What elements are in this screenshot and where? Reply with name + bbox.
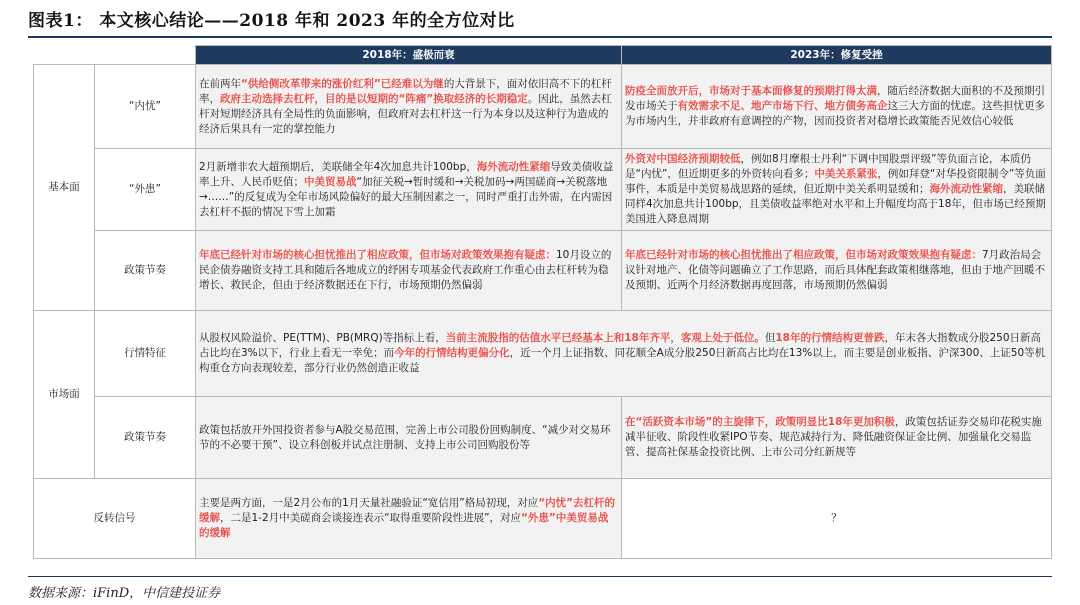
- cell-policy-2023: [622, 231, 1052, 311]
- section-reversal: 反转信号: [34, 479, 196, 559]
- body-text: “加征关税→暂时缓和→关税加码→两国磋商→关税落地→……”的反复成为全年市场风险偏好的最大压制因素之一，同时严重打击外需，在内需因去杠杆不振的情况下雪上加霜: [199, 175, 613, 218]
- body-text: 的大背景下，面对依旧高不下的杠杆率，: [199, 77, 612, 105]
- row-label-market-policy: 政策节奏: [95, 397, 196, 479]
- body-text: ，年末各大指数成分股250日新高占比均在3%以下，行业上看无一幸免；而: [199, 332, 1042, 359]
- highlight-text: 防疫全面放开后，市场对于基本面修复的预期打得太满: [625, 85, 877, 97]
- row-label-external: “外患”: [95, 149, 196, 231]
- row-label-policy: 政策节奏: [95, 231, 196, 311]
- figure-title: 图表1： 本文核心结论——2018 年和 2023 年的全方位对比: [28, 11, 515, 31]
- header-2018: 2018年：盛极而衰: [196, 46, 622, 65]
- body-text: 主要是两方面，一是2月公布的1月天量社融验证“宽信用”格局初现，对应: [199, 497, 539, 509]
- cell-market-policy-2018: [196, 397, 622, 479]
- body-text: 导致美债收益率上升、人民币贬值；: [199, 160, 614, 188]
- section-fundamentals: 基本面: [34, 65, 95, 311]
- cell-policy-2018: [196, 231, 622, 311]
- highlight-text: 中美贸易战: [304, 175, 357, 188]
- body-text: 在前两年: [199, 77, 241, 90]
- data-source: 数据来源：iFinD，中信建投证券: [28, 586, 221, 601]
- body-text: 从股权风险溢价、PE(TTM)、PB(MRQ)等指标上看，: [199, 332, 446, 344]
- header-blank: [34, 46, 196, 65]
- row-label-internal: “内忧”: [95, 65, 196, 149]
- highlight-text: 年底已经针对市场的核心担忧推出了相应政策，但市场对政策效果抱有疑虑：: [199, 249, 556, 261]
- body-text: 10月设立的民企债券融资支持工具和随后各地成立的纾困专项基金代表政府工作重心由去杠杆转为稳增长、救民企，但由于经济数据还在下行，市场预期仍然偏弱: [199, 249, 612, 291]
- title-divider: [28, 36, 1052, 38]
- row-label-market-feature: 行情特征: [95, 311, 196, 397]
- comparison-table: [33, 45, 1052, 559]
- cell-external-2018: [196, 149, 622, 231]
- cell-internal-2023: [622, 65, 1052, 149]
- body-text: 2月新增非农大超预期后，美联储全年4次加息共计100bp，: [199, 160, 477, 173]
- highlight-text: “供给侧改革带来的涨价红利”已经难以为继: [241, 77, 444, 90]
- cell-market-policy-2023: [622, 397, 1052, 479]
- highlight-text: 海外流动性紧缩: [929, 183, 1003, 195]
- body-text: ，例如8月摩根士丹利“下调中国股票评级”等负面言论，本质仍是“内忧”，但近期更多的外资转向看多；: [625, 153, 1032, 180]
- body-text: 政策包括放开外国投资者参与A股交易范围、完善上市公司股份回购制度、“减少对交易环节的不必要干预”、设立科创板并试点注册制、支持上市公司回购股份等: [199, 423, 611, 451]
- cell-reversal-2023: ？: [622, 479, 1052, 559]
- body-text: ，例如拜登“对华投资限制令”等负面事件，本质是中美贸易战思路的延续，但近期中美关系明显缓和；: [625, 168, 1046, 195]
- highlight-text: 年底已经针对市场的核心担忧推出了相应政策，但市场对政策效果抱有疑虑：: [625, 249, 982, 261]
- body-text: ，随后经济数据大面积的不及预期引发市场关于: [625, 85, 1045, 112]
- footer-divider: [28, 576, 1052, 577]
- highlight-text: “内忧”去杠杆的缓解: [199, 497, 616, 524]
- cell-reversal-2018: [196, 479, 622, 559]
- body-text: ，政策包括证券交易印花税实施减半征收、阶段性收紧IPO节奏、规范减持行为、降低融资保证金比例、加强量化交易监管、提高社保基金投资比例、上市公司分红新规等: [625, 416, 1042, 458]
- cell-internal-2018: [196, 65, 622, 149]
- body-text: 。因此，虽然去杠杆对短期经济具有全局性的负面影响，但政府对去杠杆这一行为本身以及这种行为造成的经济后果具有一定的掌控能力: [199, 92, 612, 135]
- highlight-text: 在“活跃资本市场”的主旋律下，政策明显比18年更加积极: [625, 416, 895, 428]
- section-market: 市场面: [34, 311, 95, 479]
- body-text: 但: [764, 332, 776, 344]
- highlight-text: 18年的行情结构更普跌: [775, 332, 885, 344]
- highlight-text: 政府主动选择去杠杆，目的是以短期的“阵痛”换取经济的长期稳定: [220, 92, 528, 105]
- body-text: 这三大方面的忧虑。这些担忧更多为市场内生，并非政府有意调控的产物，因而投资者对稳增长政策能否见效信心较低: [625, 100, 1045, 127]
- header-2023: 2023年：修复受挫: [622, 46, 1052, 65]
- highlight-text: 今年的行情结构更偏分化: [394, 347, 510, 359]
- cell-external-2023: [622, 149, 1052, 231]
- highlight-text: 外资对中国经济预期较低: [625, 153, 741, 165]
- highlight-text: 有效需求不足、地产市场下行、地方债务高企: [677, 100, 888, 112]
- highlight-text: 海外流动性紧缩: [476, 160, 551, 173]
- body-text: ，美联储同样4次加息共计100bp，且美债收益率绝对水平和上升幅度均高于18年，但市场已经预期美国进入降息周期: [625, 183, 1046, 225]
- highlight-text: 当前主流股指的估值水平已经基本上和18年齐平，客观上处于低位。: [445, 332, 765, 344]
- body-text: ，近一个月上证指数、同花顺全A成分股250日新高占比均在13%以上，而主要是创业板指、沪深300、上证50等机构重仓方向表现较差，部分行业仍然创造正收益: [199, 347, 1046, 374]
- highlight-text: 中美关系紧张: [814, 168, 878, 180]
- cell-market-feature: [196, 311, 1052, 397]
- highlight-text: “外患”中美贸易战的缓解: [199, 512, 609, 539]
- body-text: ，二是1-2月中美磋商会谈接连表示“取得重要阶段性进展”，对应: [220, 512, 522, 524]
- body-text: 7月政治局会议针对地产、化债等问题确立了工作思路，而后具体配套政策相继落地，但由于地产回暖不及预期、近两个月经济数据再度回落，市场预期仍然偏弱: [625, 249, 1045, 291]
